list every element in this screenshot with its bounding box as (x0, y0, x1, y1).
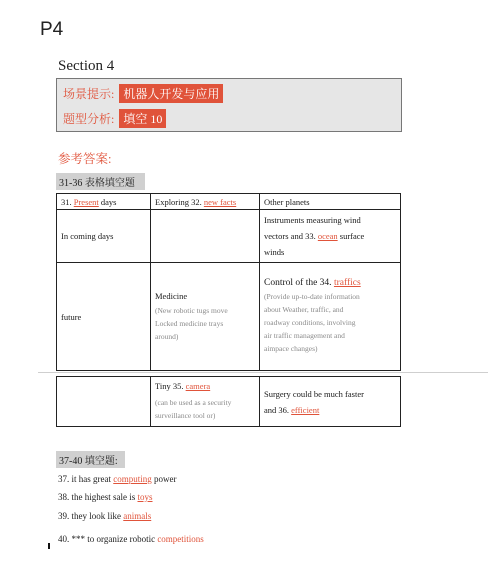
table-cell: In coming days (57, 210, 151, 263)
fill-line-37: 37. it has great computing power (58, 474, 177, 484)
table-cell: future (57, 263, 151, 371)
table-cell: 31. Present days (57, 194, 151, 210)
answer-36: efficient (291, 404, 320, 415)
scene-row (63, 84, 223, 103)
type-label: 题型分析: (63, 112, 115, 126)
fill-line-39: 39. they look like animals (58, 511, 152, 521)
table-cell: Medicine (New robotic tugs move Locked medicine trays around) (151, 263, 260, 371)
fill-line-40: 40. *** to organize robotic competitions (58, 534, 204, 544)
answer-32: new facts (203, 196, 237, 207)
answer-table-continued (56, 376, 401, 427)
answer-33: ocean (317, 231, 338, 241)
table-cell: Tiny 35. camera (can be used as a security surveillance tool or) (151, 377, 260, 427)
answer-37: computing (113, 474, 152, 484)
fill-line-38: 38. the highest sale is toys (58, 492, 153, 502)
answer-38: toys (137, 492, 153, 502)
table-cell (151, 210, 260, 263)
table-row (57, 194, 401, 210)
margin-mark (48, 543, 50, 549)
answer-34: traffics (333, 278, 361, 288)
table-cell: Exploring 32. new facts (151, 194, 260, 210)
type-tag: 填空 10 (119, 109, 166, 128)
page-label: P4 (40, 19, 64, 40)
scene-label: 场景提示: (63, 87, 115, 101)
table-row (57, 210, 401, 263)
table-row (57, 263, 401, 371)
answer-table (56, 193, 401, 371)
scene-tag: 机器人开发与应用 (119, 84, 223, 103)
table-cell: Other planets (260, 194, 401, 210)
group2-title: 37-40 填空题: (56, 451, 125, 468)
table-cell: Control of the 34. traffics (Provide up-to-date information about Weather, traffic, and roadway conditions, involving air traffic management and aimpace changes) (260, 263, 401, 371)
answer-40: competitions (157, 534, 204, 544)
scene-box (56, 78, 402, 132)
answer-39: animals (123, 511, 152, 521)
table-cell: Instruments measuring wind vectors and 33. ocean surface winds (260, 210, 401, 263)
answer-heading: 参考答案: (58, 152, 112, 166)
table-cell (57, 377, 151, 427)
table-cell: Surgery could be much faster and 36. efficient (260, 377, 401, 427)
page-divider (38, 372, 488, 373)
type-row (63, 109, 166, 128)
answer-35: camera (185, 381, 211, 391)
group1-title: 31-36 表格填空题 (56, 173, 145, 190)
answer-31: Present (73, 196, 99, 207)
table-row (57, 377, 401, 427)
section-title: Section 4 (58, 58, 115, 74)
